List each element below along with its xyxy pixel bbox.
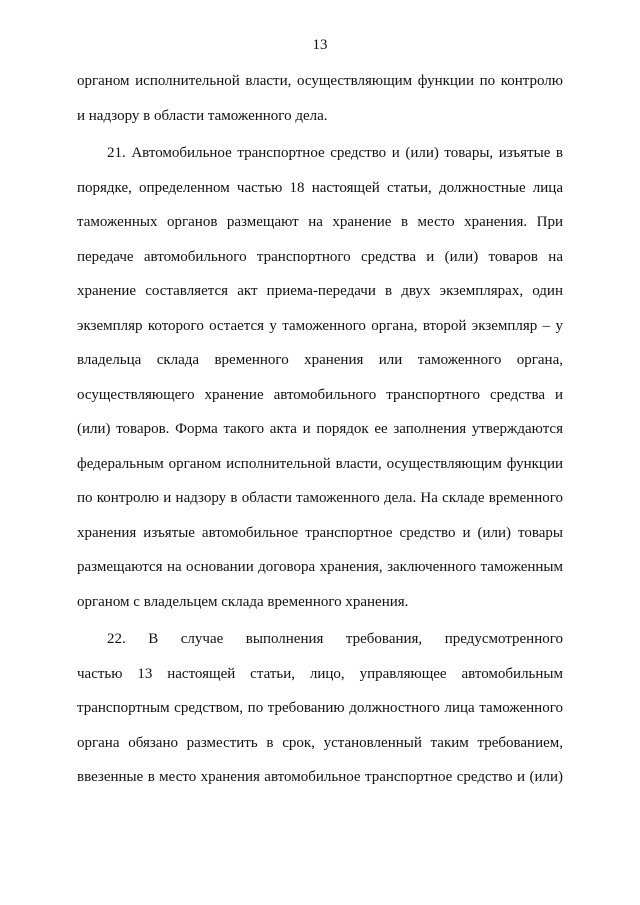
text-line: по контролю и надзору в области таможенного дела. На складе временного [77,490,563,506]
text-line: транспортным средством, по требованию должностного лица таможенного [77,700,563,716]
paragraph-21 [77,143,563,626]
text-line: органом исполнительной власти, осуществляющим функции по контролю [77,73,563,89]
text-line: органа обязано разместить в срок, установленный таким требованием, [77,734,563,751]
text-line: экземпляр которого остается у таможенного органа, второй экземпляр – у [77,317,563,334]
text-line: осуществляющего хранение автомобильного транспортного средства и [77,386,563,403]
text-line: ввезенные в место хранения автомобильное транспортное средство и (или) [77,769,563,785]
text-line: органом с владельцем склада временного хранения. [77,593,409,610]
text-line: передаче автомобильного транспортного средства и (или) товаров на [77,248,563,265]
text-line: 21. Автомобильное транспортное средство и (или) товары, изъятые в [107,145,563,161]
paragraph-22 [77,629,563,802]
text-line: 22. В случае выполнения требования, предусмотренного [107,631,563,647]
text-line: и надзору в области таможенного дела. [77,107,328,124]
page-number: 13 [312,37,328,53]
paragraph-continuation [77,71,563,140]
text-line: (или) товаров. Форма такого акта и порядок ее заполнения утверждаются [77,421,563,437]
text-line: частью 13 настоящей статьи, лицо, управляющее автомобильным [77,665,563,682]
text-line: хранения изъятые автомобильное транспортное средство и (или) товары [77,524,563,541]
document-body [77,71,563,802]
text-line: размещаются на основании договора хранения, заключенного таможенным [77,559,563,575]
text-line: таможенных органов размещают на хранение в место хранения. При [77,214,563,230]
text-line: владельца склада временного хранения или таможенного органа, [77,352,563,368]
text-line: порядке, определенном частью 18 настоящей статьи, должностные лица [77,179,563,196]
text-line: федеральным органом исполнительной власти, осуществляющим функции [77,455,563,472]
text-line: хранение составляется акт приема-передачи в двух экземплярах, один [77,283,563,299]
